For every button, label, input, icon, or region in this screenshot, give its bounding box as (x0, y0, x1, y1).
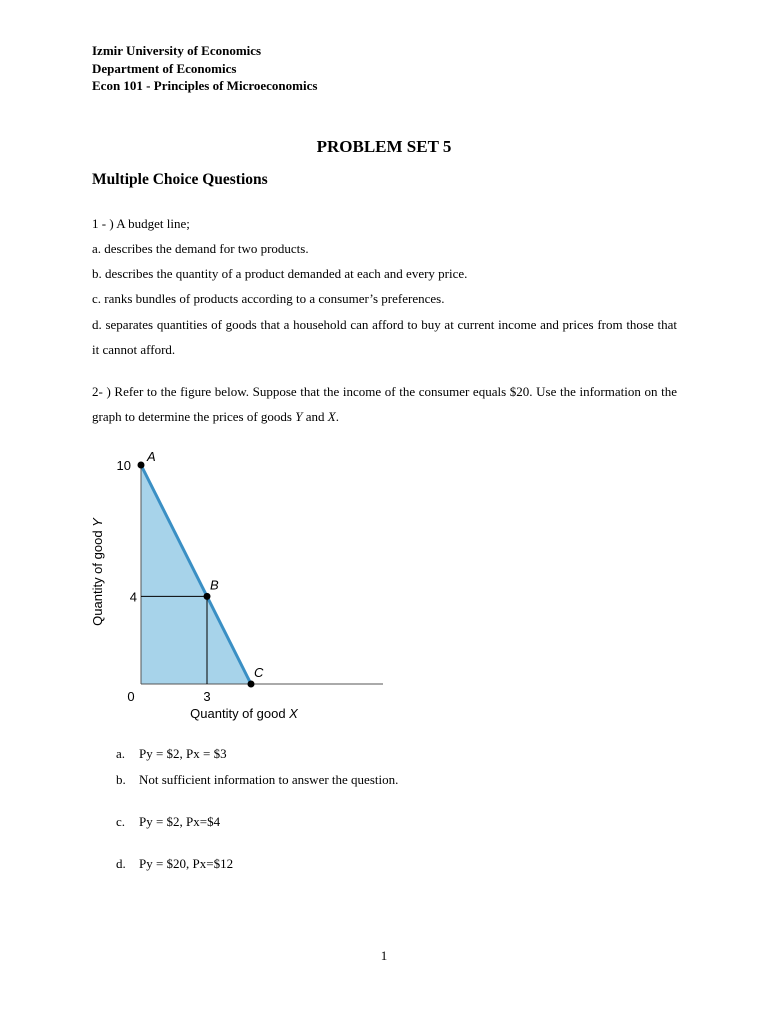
question-2-option-d-letter: d. (116, 856, 126, 871)
question-2-prompt-and: and (302, 409, 328, 424)
question-2-option-d: Py = $20, Px=$12 (139, 856, 234, 871)
question-2-option-c: Py = $2, Px=$4 (139, 814, 221, 829)
point-b-label: B (210, 577, 219, 593)
section-title: Multiple Choice Questions (92, 171, 268, 188)
university-name: Izmir University of Economics (92, 43, 262, 58)
question-1-option-a: a. describes the demand for two products. (92, 241, 309, 256)
question-2-option-c-letter: c. (116, 814, 126, 829)
page-title: PROBLEM SET 5 (316, 137, 452, 156)
good-y-label: Y (295, 409, 303, 424)
budget-line-chart (80, 440, 400, 730)
point-a-marker (138, 462, 145, 469)
question-2-prompt-start: 2- ) Refer to the figure below. Suppose that the income of the consumer equals $20. Use the information on the graph to determine the prices of goods (92, 384, 677, 424)
question-2-option-a-letter: a. (116, 746, 126, 761)
question-2-option-a: Py = $2, Px = $3 (139, 746, 227, 761)
x-axis-label-var: X (289, 706, 298, 721)
y-tick-4: 4 (129, 589, 137, 605)
point-c-marker (248, 681, 255, 688)
x-tick-3: 3 (203, 689, 211, 704)
department-name: Department of Economics (92, 61, 237, 76)
y-tick-10: 10 (116, 458, 131, 473)
question-1-option-c: c. ranks bundles of products according to a consumer’s preferences. (92, 291, 445, 306)
good-x-label: X (327, 409, 336, 424)
x-axis-label (190, 706, 299, 721)
question-1-option-d: d. separates quantities of goods that a household can afford to buy at current income and prices from those that it cannot afford. (92, 317, 677, 357)
point-b-marker (204, 593, 211, 600)
question-2-option-b-letter: b. (116, 772, 126, 787)
y-axis-label (90, 517, 105, 626)
question-2-option-b: Not sufficient information to answer the question. (139, 772, 399, 787)
y-axis-label-var: Y (90, 518, 105, 527)
question-1-prompt: 1 - ) A budget line; (92, 216, 190, 231)
y-axis-label-main: Quantity of good (90, 526, 105, 626)
point-a-label: A (147, 449, 156, 464)
question-2-prompt-end: . (335, 409, 339, 424)
course-name: Econ 101 - Principles of Microeconomics (92, 78, 318, 93)
point-c-label: C (254, 665, 264, 680)
x-tick-0: 0 (127, 689, 135, 704)
page-number: 1 (380, 948, 388, 963)
question-2-prompt (92, 379, 677, 429)
question-1-option-b: b. describes the quantity of a product demanded at each and every price. (92, 266, 468, 281)
x-axis-label-main: Quantity of good (190, 706, 290, 721)
